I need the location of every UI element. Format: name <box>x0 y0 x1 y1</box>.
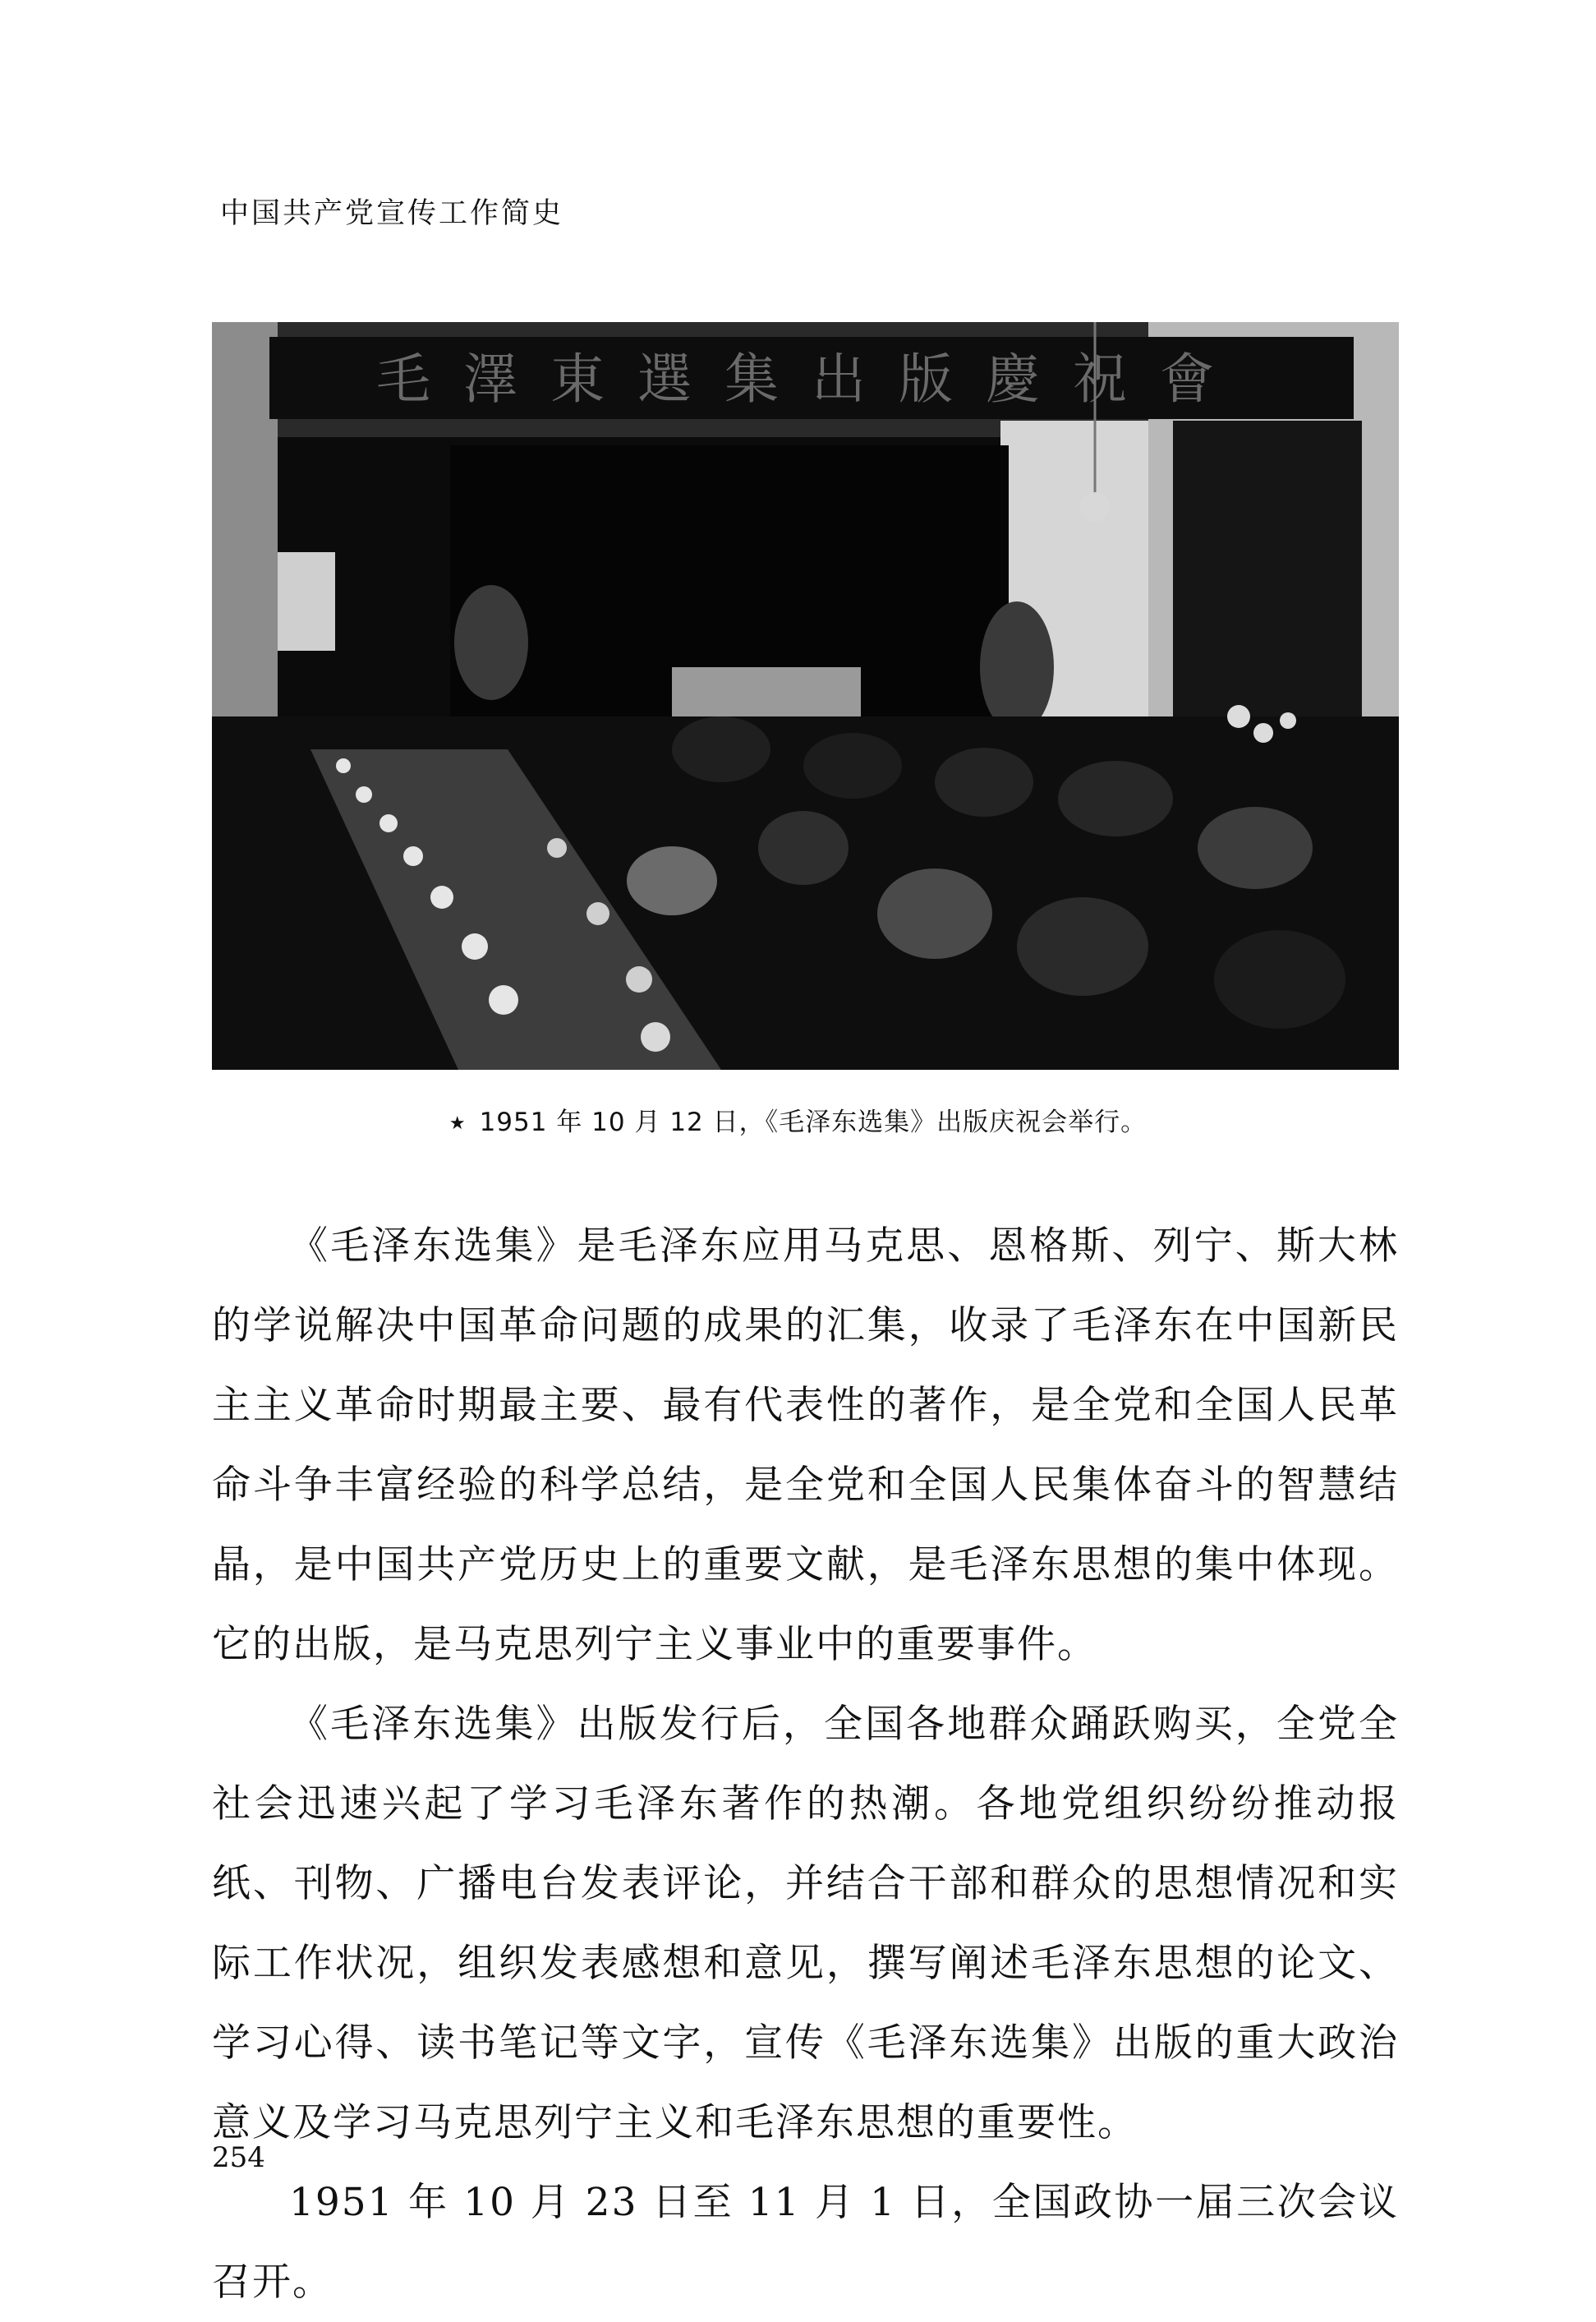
flower <box>1280 712 1296 729</box>
head <box>1198 807 1313 889</box>
page-number: 254 <box>212 2141 265 2174</box>
plant-right <box>980 601 1054 733</box>
body-text <box>212 1206 1399 2322</box>
head <box>1214 930 1345 1029</box>
head <box>758 811 849 885</box>
tea-cup <box>356 786 372 803</box>
head <box>803 733 902 799</box>
head <box>1017 897 1148 996</box>
tea-cup <box>626 966 652 993</box>
photo-scene <box>212 322 1399 1070</box>
paragraph: 《毛泽东选集》出版发行后，全国各地群众踊跃购买，全党全社会迅速兴起了学习毛泽东著作的热潮。各地党组织纷纷推动报纸、刊物、广播电台发表评论，并结合干部和群众的思想情况和实际工作状况，组织发表感想和意见，撰写阐述毛泽东思想的论文、学习心得、读书笔记等文字，宣传《毛泽东选集》出版的重大政治意义及学习马克思列宁主义和毛泽东思想的重要性。 <box>212 1702 1399 2145</box>
head <box>1058 761 1173 836</box>
caption-star-icon: ★ <box>448 1113 467 1134</box>
right-doorway <box>1173 421 1362 766</box>
head <box>935 748 1033 817</box>
head <box>627 846 717 915</box>
tea-cup <box>547 838 567 858</box>
paragraph: 1951 年 10 月 23 日至 11 月 1 日，全国政协一届三次会议召开。 <box>212 2180 1399 2305</box>
paragraph: 《毛泽东选集》是毛泽东应用马克思、恩格斯、列宁、斯大林的学说解决中国革命问题的成果的汇集，收录了毛泽东在中国新民主主义革命时期最主要、最有代表性的著作，是全党和全国人民革命斗争丰富经验的科学总结，是全党和全国人民集体奋斗的智慧结晶，是中国共产党历史上的重要文献，是毛泽东思想的集中体现。它的出版，是马克思列宁主义事业中的重要事件。 <box>212 1223 1399 1667</box>
celebration-meeting-photo <box>212 322 1399 1070</box>
tea-cup <box>462 933 488 960</box>
tea-cup <box>586 902 609 925</box>
banner-text: 毛澤東選集出版慶祝會 <box>376 348 1247 411</box>
window-left <box>278 552 335 651</box>
photo-caption <box>0 1101 1596 1138</box>
tea-cup <box>379 814 398 832</box>
lamp <box>1080 492 1110 522</box>
flower <box>1227 705 1250 728</box>
tea-cup <box>403 846 423 866</box>
head <box>672 716 770 782</box>
flower <box>1253 723 1273 743</box>
plant-left <box>454 585 528 700</box>
tea-cup <box>641 1022 670 1052</box>
tea-cup <box>430 886 453 909</box>
running-header: 中国共产党宣传工作简史 <box>220 197 564 230</box>
head <box>877 868 992 959</box>
tea-cup <box>489 985 518 1015</box>
tea-cup <box>336 758 351 773</box>
caption-text: 1951 年 10 月 12 日，《毛泽东选集》出版庆祝会举行。 <box>479 1108 1148 1137</box>
